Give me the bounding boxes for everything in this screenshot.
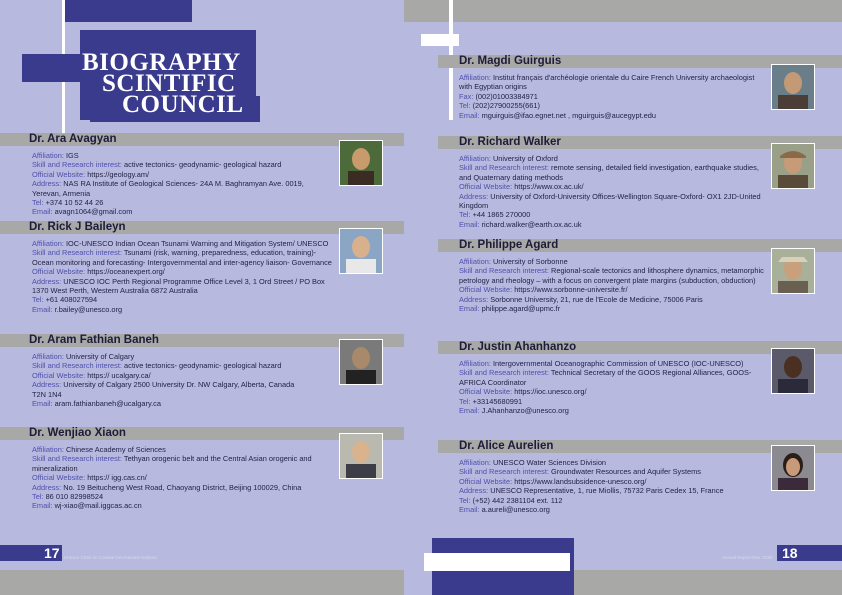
member-name: Dr. Ara Avagyan <box>29 133 117 145</box>
member-photo <box>771 445 815 491</box>
member-name: Dr. Justin Ahanhanzo <box>459 341 577 353</box>
page-title <box>82 49 244 118</box>
member-name: Dr. Magdi Guirguis <box>459 55 562 67</box>
member-details: Affiliation: Institut français d'archéologie orientale du Caire French University archaeologist with Egyptian origins Fax: (002)01003384971 Tel: (202)27900255(661) Email: mguirguis@ifao.egnet.net , mguirguis@aucegypt.edu <box>459 73 755 120</box>
member-photo <box>771 143 815 189</box>
member-name: Dr. Richard Walker <box>459 136 561 148</box>
top-navy-block <box>62 0 192 22</box>
page-number-right: 18 <box>782 545 798 561</box>
member-details: Affiliation: Chinese Academy of Sciences Skill and Research interest: Tethyan orogenic belt and the Central Asian orogenic and mineralization Official Website: https:// igg.cas.cn/ Address: No. 19 Beitucheng West Road, Chaoyang District, Beijing 100029, China Tel: 86 010 82998524 Email: wj-xiao@mail.iggcas.ac.cn <box>32 445 312 511</box>
title-line-1: BIOGRAPHY <box>82 49 241 76</box>
member-name: Dr. Aram Fathian Baneh <box>29 334 159 346</box>
top-gray-bar <box>404 0 842 22</box>
member-details: Affiliation: UNESCO Water Sciences Division Skill and Research interest: Groundwater Resources and Aquifer Systems Official Website: https://www.landsubsidence-unesco.org/ Address: UNESCO Representative, 1, rue Miollis, 75732 Paris Cedex 15, France Tel: (+52) 442 2381104 ext. 112 Email: a.aureli@unesco.org <box>459 458 724 515</box>
footer-text-right: Annual Report-Nov. 2020 <box>722 555 773 560</box>
member-details: Affiliation: University of Calgary Skill and Research interest: active tectonics- geodynamic- geological hazard Official Website: https:// ucalgary.ca/ Address: University of Calgary 2500 University Dr. NW Calgary, Alberta, Canada T2N 1N4 Email: aram.fathianbaneh@ucalgary.ca <box>32 352 295 409</box>
member-details: Affiliation: Intergovernmental Oceanographic Commission of UNESCO (IOC-UNESCO) Skill and Research interest: Technical Secretary of the GOOS Regional Alliances, GOOS-AFRICA Coordinator Official Website: https://ioc.unesco.org/ Tel: +33145680991 Email: J.Ahanhanzo@unesco.org <box>459 359 752 416</box>
member-details: Affiliation: University of Sorbonne Skill and Research interest: Regional-scale tectonics and lithosphere dynamics, metamorphic petrology and rheology – with a focus on convergent plate margins (subduction, obduction) Official Website: https://www.sorbonne-universite.fr/ Address: Sorbonne University, 21, rue de l'Ecole de Medicine, 75006 Paris Email: philippe.agard@upmc.fr <box>459 257 764 314</box>
member-name: Dr. Philippe Agard <box>459 239 559 251</box>
title-line-3: COUNCIL <box>122 91 244 118</box>
member-details: Affiliation: University of Oxford Skill and Research interest: remote sensing, detailed field investigation, earthquake studies, and Quaternary dating methods Official Website: https://www.ox.ac.uk/ Address: University of Oxford-University Offices-Wellington Square-Oxford- OX1 2JD-United Kingdom Tel: +44 1865 270000 Email: richard.walker@earth.ox.ac.uk <box>459 154 761 229</box>
member-photo <box>339 140 383 186</box>
member-name: Dr. Wenjiao Xiaon <box>29 427 126 439</box>
member-photo <box>339 339 383 385</box>
member-photo <box>339 433 383 479</box>
member-details: Affiliation: IOC-UNESCO Indian Ocean Tsunami Warning and Mitigation System/ UNESCO Skill and Research interest: Tsunami (risk, warning, preparedness, education, training)- Ocean monitoring and forecasting- Intergovernmental and inter-agency liaison- Governance Official Website: https://oceanexpert.org/ Address: UNESCO IOC Perth Regional Programme Office Level 3, 1 Ord Street / PO Box 1370 West Perth, Western Australia 6872 Australia Tel: +61 408027594 Email: r.bailey@unesco.org <box>32 239 332 314</box>
page-number-left: 17 <box>44 545 60 561</box>
member-photo <box>771 248 815 294</box>
title-line-2: SCINTIFIC <box>102 70 236 97</box>
footer-text-left: Unesco Chair on Coastal Geo-hazard Analysis <box>64 555 157 560</box>
member-name: Dr. Rick J Baileyn <box>29 221 126 233</box>
bottom-white-bar <box>424 553 570 571</box>
member-photo <box>771 348 815 394</box>
member-name: Dr. Alice Aurelien <box>459 440 554 452</box>
member-photo <box>771 64 815 110</box>
member-details: Affiliation: IGS Skill and Research interest: active tectonics- geodynamic- geological hazard Official Website: https://geology.am/ Address: NAS RA Institute of Geological Sciences- 24A M. Baghramyan Ave. 0019, Yerevan, Armenia Tel: +374 10 52 44 26 Email: avagn1064@gmail.com <box>32 151 304 217</box>
member-photo <box>339 228 383 274</box>
decor-white-bar-right <box>421 34 459 46</box>
bottom-gray-bar-left <box>0 570 404 595</box>
